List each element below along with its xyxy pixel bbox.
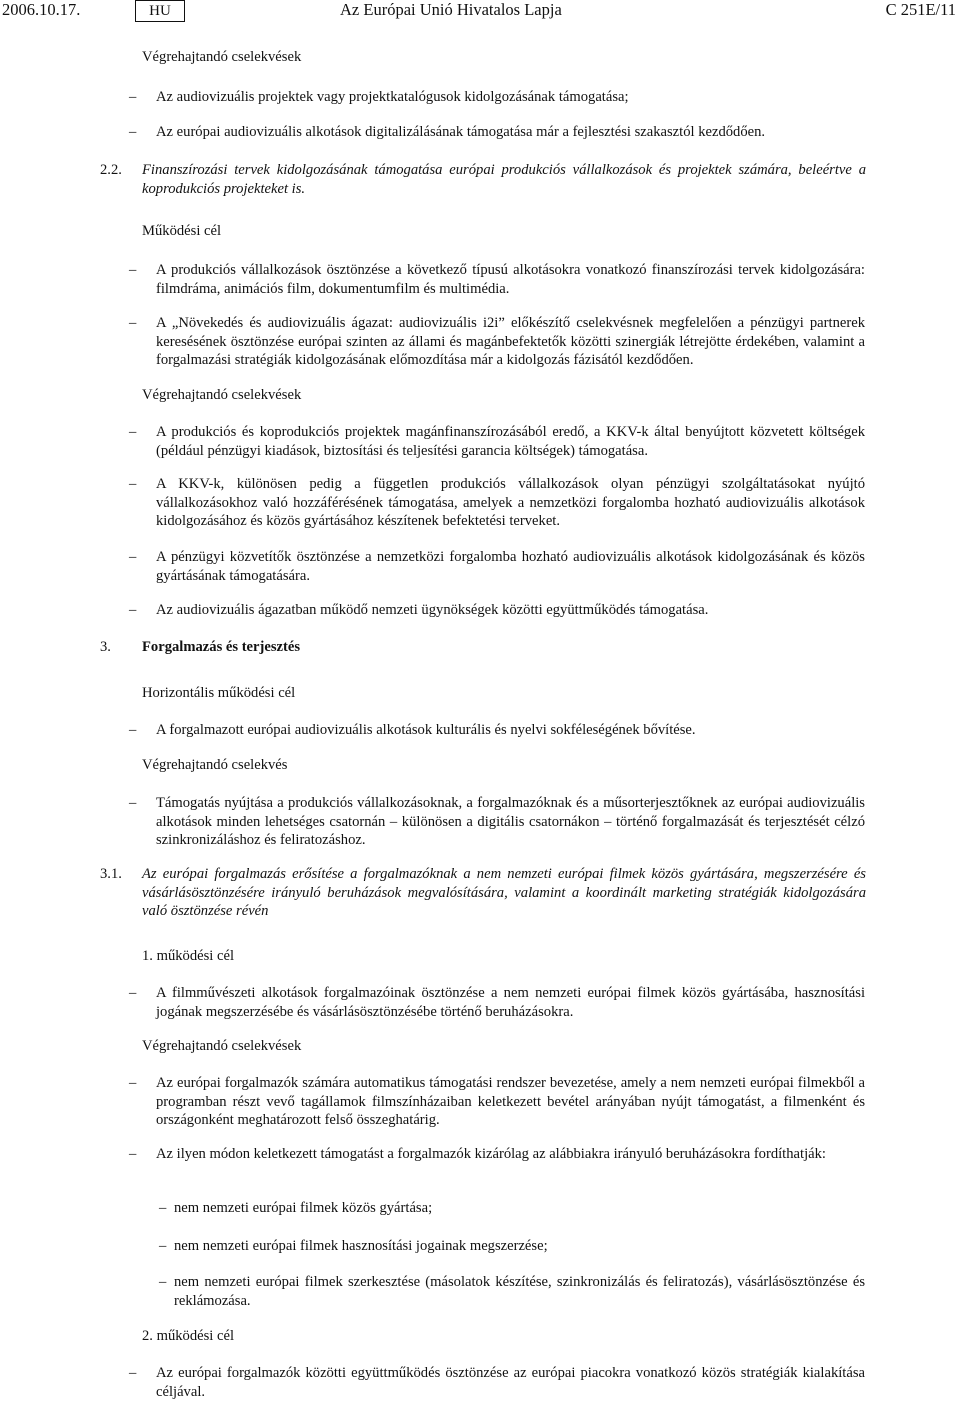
list-item: – A filmművészeti alkotások forgalmazóinak ösztönzése a nem nemzeti európai filmek közös gyártásába, hasznosítási jogának megszerzésébe és vásárlásösztönzésébe történő beruházásokra. [129, 985, 865, 1020]
section-number: 2.2. [100, 162, 122, 178]
section-heading: Végrehajtandó cselekvések [142, 1038, 302, 1054]
section-title: Finanszírozási tervek kidolgozásának támogatása európai produkciós vállalkozások és projektek számára, beleértve a koprodukciós projekteket is. [142, 162, 866, 197]
list-item: – A produkciós és koprodukciós projektek magánfinanszírozásából eredő, a KKV-k által benyújtott közvetett költségek (például pénzügyi kiadások, biztosítási és teljesítési garancia költségek) támogatása. [129, 424, 865, 459]
section-title: Az európai forgalmazás erősítése a forgalmazóknak a nem nemzeti európai filmek közös gyártására, megszerzésére és vásárlásösztönzésére irányuló beruházások megvalósítására, valamint a koordinált marketing stratégiák kidolgozására való ösztönzése révén [142, 866, 866, 919]
language-code-box: HU [135, 0, 185, 22]
list-item: – A forgalmazott európai audiovizuális alkotások kulturális és nyelvi sokféleségének bővítése. [129, 722, 696, 738]
list-item: – A pénzügyi közvetítők ösztönzése a nemzetközi forgalomba hozható audiovizuális alkotások kidolgozásának és közös gyártásának támogatására. [129, 549, 865, 584]
list-item: – Az ilyen módon keletkezett támogatást a forgalmazók kizárólag az alábbiakra irányuló beruházásokra fordíthatják: [129, 1146, 826, 1162]
list-item: – Az európai forgalmazók számára automatikus támogatási rendszer bevezetése, amely a nem nemzeti európai filmekből a programban részt vevő tagállamok filmszínházaiban keletkezett bevétel arányában nyújt támogatást, a filmenként és országonként meghatározott felső összeghatárig. [129, 1075, 865, 1128]
section-heading: 2. működési cél [142, 1328, 235, 1344]
section-number: 3.1. [100, 866, 122, 882]
section-heading: Végrehajtandó cselekvések [142, 387, 302, 403]
section-heading: Végrehajtandó cselekvés [142, 757, 288, 773]
sub-list-item: – nem nemzeti európai filmek közös gyártása; [159, 1200, 433, 1216]
sub-list-item: – nem nemzeti európai filmek szerkesztése (másolatok készítése, szinkronizálás és feliratozás), vásárlásösztönzése és reklámozása. [159, 1274, 865, 1309]
list-item: – Támogatás nyújtása a produkciós vállalkozásoknak, a forgalmazóknak és a műsorterjesztőknek az európai audiovizuális alkotások minden lehetséges csatornán – különösen a digitális csatornákon – történő forgalmazását és terjesztését célzó szinkronizáláshoz és feliratozáshoz. [129, 795, 865, 848]
issue-reference: C 251E/11 [885, 0, 956, 19]
list-item: – Az európai audiovizuális alkotások digitalizálásának támogatása már a fejlesztési szakasztól kezdődően. [129, 124, 766, 140]
section-heading: 1. működési cél [142, 948, 235, 964]
section-heading: Működési cél [142, 223, 222, 239]
section-title: Forgalmazás és terjesztés [142, 639, 301, 655]
sub-list-item: – nem nemzeti európai filmek hasznosítási jogainak megszerzése; [159, 1238, 548, 1254]
list-item: – A „Növekedés és audiovizuális ágazat: audiovizuális i2i” előkészítő cselekvésnek megfelelően a pénzügyi partnerek keresésének ösztönzése európai szinten az állami és magánbefektetők közötti szinergiák létrejötte érdekében, valamint a forgalmazási stratégiák kidolgozásának előmozdítása már a kidolgozás fázisától kezdődően. [129, 315, 865, 368]
list-item: – Az európai forgalmazók közötti együttműködés ösztönzése az európai piacokra vonatkozó közös stratégiák kialakítása céljával. [129, 1365, 865, 1400]
list-item: – A produkciós vállalkozások ösztönzése a következő típusú alkotásokra vonatkozó finanszírozási tervek kidolgozására: filmdráma, animációs film, dokumentumfilm és multimédia. [129, 262, 865, 297]
publication-date: 2006.10.17. [2, 0, 81, 19]
section-heading: Végrehajtandó cselekvések [142, 49, 302, 65]
list-item: – Az audiovizuális ágazatban működő nemzeti ügynökségek közötti együttműködés támogatása. [129, 602, 709, 618]
list-item: – Az audiovizuális projektek vagy projektkatalógusok kidolgozásának támogatása; [129, 89, 629, 105]
journal-title: Az Európai Unió Hivatalos Lapja [340, 0, 562, 19]
page-header [0, 1, 960, 23]
section-heading: Horizontális működési cél [142, 685, 296, 701]
list-item: – A KKV-k, különösen pedig a független produkciós vállalkozások olyan pénzügyi szolgáltatásokat nyújtó vállalkozásokhoz való hozzáférésének támogatása, amelyek a nemzetközi forgalomba hozható audiovizuális alkotások kidolgozásához és közös gyártásához készítenek befektetési terveket. [129, 476, 865, 529]
section-number: 3. [100, 639, 111, 655]
